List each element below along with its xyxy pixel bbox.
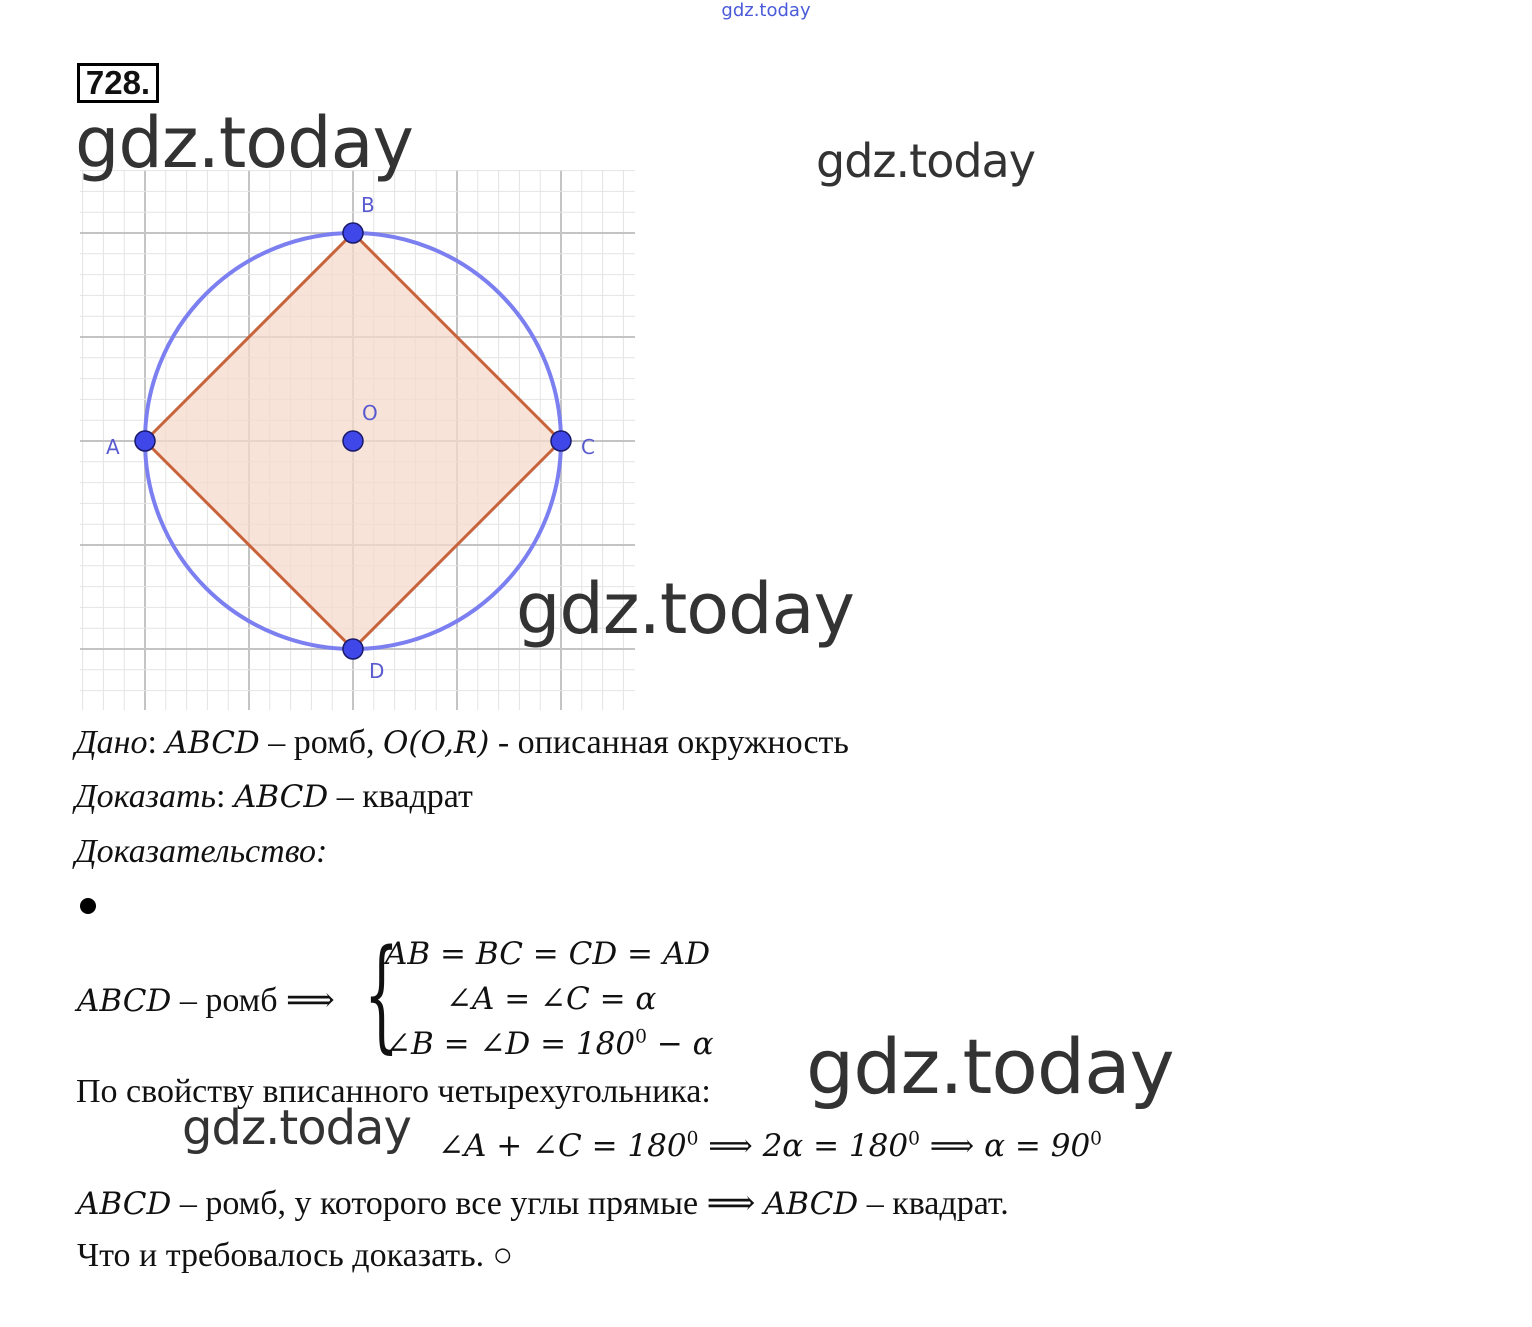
watermark: gdz.today (806, 1022, 1174, 1111)
system-brace: { (364, 923, 399, 1065)
point-a (135, 431, 155, 451)
point-o (343, 431, 363, 451)
label-o: O (362, 401, 378, 425)
site-watermark-top: gdz.today (721, 0, 811, 21)
proof-label: Доказательство: (75, 833, 328, 870)
label-a: A (106, 435, 120, 459)
prove-line: Доказать: ABCD – квадрат (75, 778, 473, 815)
label-b: B (361, 193, 375, 217)
given-label: Дано (75, 724, 148, 761)
bullet-icon (80, 898, 96, 914)
point-c (551, 431, 571, 451)
watermark: gdz.today (516, 568, 854, 650)
property-line: По свойству вписанного четырехугольника: (76, 1073, 711, 1110)
equation-line: ∠A + ∠C = $180^0$ ⟹ $2\alpha = 180^0$ ⟹ $\alpha = 90^0$ (438, 1128, 1103, 1164)
problem-number: 728. (77, 63, 159, 103)
system-row: ∠A = ∠C = α (446, 981, 657, 1017)
point-b (343, 223, 363, 243)
prove-label: Доказать (75, 778, 216, 815)
circle-notation: O(O,R) (382, 725, 490, 761)
label-c: C (581, 435, 595, 459)
watermark: gdz.today (75, 102, 413, 184)
conclusion-line: ABCD – ромб, у которого все углы прямые ⟹ ABCD – квадрат. (77, 1185, 1009, 1222)
watermark: gdz.today (182, 1100, 411, 1156)
figure-name: ABCD (165, 725, 260, 761)
watermark: gdz.today (816, 134, 1035, 188)
system-row: AB = BC = CD = AD (385, 936, 711, 972)
qed-line: Что и требовалось доказать. ○ (77, 1237, 514, 1274)
system-lead: ABCD – ромб ⟹ (77, 982, 335, 1019)
given-line: Дано: ABCD – ромб, O(O,R) - описанная окружность (75, 724, 849, 761)
point-d (343, 639, 363, 659)
system-row: ∠B = ∠D = $180^0 - \alpha$ (385, 1026, 714, 1062)
label-d: D (369, 659, 385, 683)
